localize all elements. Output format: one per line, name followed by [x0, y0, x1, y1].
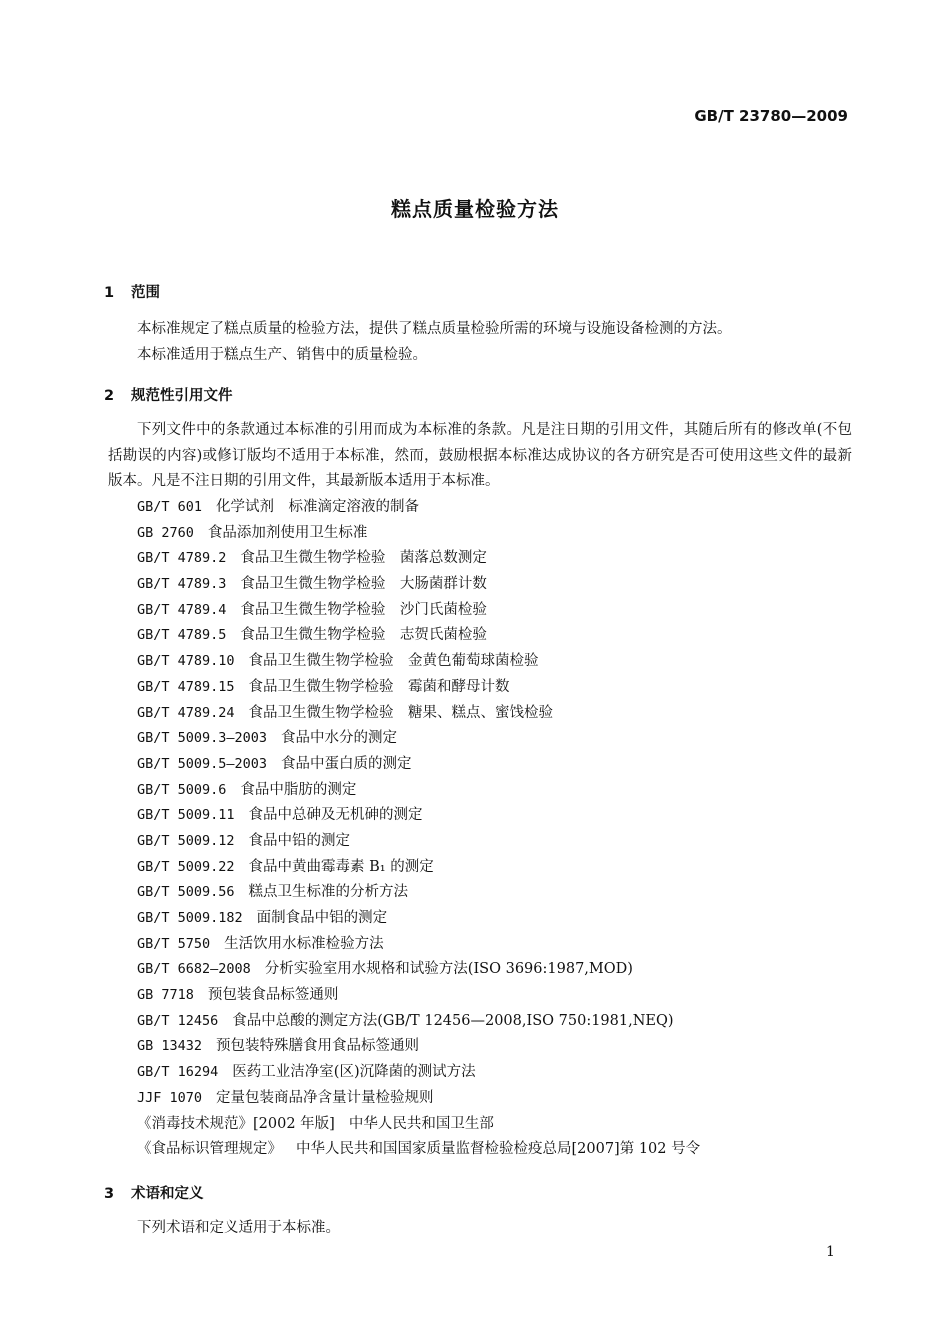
reference-title: 食品中蛋白质的测定 [281, 755, 412, 772]
reference-title: 医药工业洁净室(区)沉降菌的测试方法 [232, 1064, 476, 1081]
reference-item [137, 598, 700, 624]
section-number: 2 [104, 388, 115, 404]
section-number: 1 [104, 285, 115, 301]
reference-title: 中华人民共和国卫生部 [348, 1115, 494, 1132]
reference-item [137, 521, 700, 547]
reference-title: 预包装食品标签通则 [207, 987, 339, 1004]
reference-code: GB/T 4789.24 [137, 704, 235, 721]
reference-title: 食品中铅的测定 [248, 832, 351, 849]
reference-code: GB/T 5009.22 [137, 858, 235, 875]
reference-title: 生活饮用水标准检验方法 [224, 935, 384, 952]
reference-code: JJF 1070 [137, 1089, 203, 1106]
reference-title: 食品卫生微生物学检验 沙门氏菌检验 [240, 601, 487, 618]
section-title: 规范性引用文件 [131, 388, 233, 404]
reference-title: 化学试剂 标准滴定溶液的制备 [216, 499, 420, 515]
reference-code: GB 7718 [137, 987, 194, 1004]
reference-title: 食品卫生微生物学检验 糖果、糕点、蜜饯检验 [248, 704, 554, 721]
section-2-heading [104, 384, 233, 405]
reference-item [137, 880, 700, 906]
reference-title: 食品中总砷及无机砷的测定 [248, 807, 423, 824]
reference-item [137, 957, 700, 983]
reference-item [137, 1086, 700, 1112]
reference-code: 《食品标识管理规定》 [137, 1141, 282, 1158]
section-number: 3 [104, 1186, 115, 1202]
reference-code: GB/T 4789.5 [137, 627, 227, 644]
section-3-heading [104, 1182, 204, 1203]
reference-item [137, 623, 700, 649]
reference-code: GB/T 5009.11 [137, 807, 235, 824]
reference-item [137, 855, 700, 881]
document-title: 糕点质量检验方法 [391, 197, 559, 221]
reference-title: 食品卫生微生物学检验 金黄色葡萄球菌检验 [248, 653, 539, 670]
reference-code: GB/T 5009.182 [137, 910, 243, 926]
reference-item [137, 803, 700, 829]
reference-item [137, 983, 700, 1009]
reference-title: 食品卫生微生物学检验 志贺氏菌检验 [240, 627, 487, 644]
reference-item [137, 1034, 700, 1060]
reference-code: GB/T 4789.2 [137, 550, 227, 567]
scope-paragraph-2: 本标准适用于糕点生产、销售中的质量检验。 [137, 347, 427, 363]
reference-item [137, 726, 700, 752]
reference-code: GB/T 5750 [137, 935, 211, 952]
reference-item [137, 1112, 700, 1138]
section-title: 范围 [131, 285, 160, 301]
reference-item [137, 778, 700, 804]
section-title: 术语和定义 [131, 1186, 204, 1202]
references-intro-paragraph: 下列文件中的条款通过本标准的引用而成为本标准的条款。凡是注日期的引用文件，其随后所有的修改单(不包括勘误的内容)或修订版均不适用于本标准，然而，鼓励根据本标准达成协议的各方研究是否可使用这些文件的最新版本。凡是不注日期的引用文件，其最新版本适用于本标准。 [108, 422, 852, 489]
reference-code: GB/T 5009.56 [137, 884, 235, 901]
reference-item [137, 906, 700, 932]
standard-number: GB/T 23780—2009 [694, 107, 848, 125]
scope-paragraph-1: 本标准规定了糕点质量的检验方法，提供了糕点质量检验所需的环境与设施设备检测的方法。 [137, 321, 732, 337]
reference-title: 定量包装商品净含量计量检验规则 [216, 1089, 434, 1106]
reference-code: GB/T 601 [137, 499, 203, 515]
reference-code: GB 2760 [137, 524, 194, 541]
reference-title: 食品中黄曲霉毒素 B₁ 的测定 [248, 858, 434, 875]
reference-title: 食品中脂肪的测定 [240, 781, 357, 798]
reference-title: 食品卫生微生物学检验 大肠菌群计数 [240, 576, 487, 593]
reference-title: 食品卫生微生物学检验 菌落总数测定 [240, 550, 487, 567]
reference-item [137, 1137, 700, 1163]
reference-code: GB/T 6682—2008 [137, 961, 251, 978]
reference-item [137, 495, 700, 521]
reference-item [137, 829, 700, 855]
reference-item [137, 572, 700, 598]
reference-code: GB/T 4789.15 [137, 678, 235, 695]
reference-title: 糕点卫生标准的分析方法 [248, 884, 409, 901]
reference-title: 中华人民共和国国家质量监督检验检疫总局[2007]第 102 号令 [296, 1141, 701, 1158]
reference-item [137, 675, 700, 701]
reference-code: GB/T 5009.3—2003 [137, 730, 268, 747]
reference-code: GB/T 5009.6 [137, 781, 227, 798]
reference-code: GB 13432 [137, 1038, 203, 1055]
reference-item [137, 546, 700, 572]
terms-intro-paragraph: 下列术语和定义适用于本标准。 [137, 1220, 340, 1236]
reference-code: 《消毒技术规范》[2002 年版] [137, 1115, 335, 1132]
normative-references-list [137, 495, 700, 1163]
reference-item [137, 1009, 700, 1035]
reference-title: 食品卫生微生物学检验 霉菌和酵母计数 [248, 678, 510, 695]
reference-item [137, 932, 700, 958]
reference-title: 面制食品中铝的测定 [256, 910, 388, 926]
reference-title: 预包装特殊膳食用食品标签通则 [216, 1038, 420, 1055]
reference-code: GB/T 4789.4 [137, 601, 227, 618]
reference-title: 分析实验室用水规格和试验方法(ISO 3696:1987,MOD) [264, 961, 633, 978]
reference-item [137, 649, 700, 675]
reference-title: 食品中总酸的测定方法(GB/T 12456—2008,ISO 750:1981,NEQ) [232, 1012, 674, 1029]
reference-item [137, 701, 700, 727]
reference-code: GB/T 4789.3 [137, 576, 227, 593]
reference-code: GB/T 5009.5—2003 [137, 755, 268, 772]
reference-code: GB/T 16294 [137, 1064, 219, 1081]
section-1-heading [104, 281, 160, 302]
reference-item [137, 1060, 700, 1086]
reference-title: 食品中水分的测定 [281, 730, 398, 747]
reference-code: GB/T 12456 [137, 1012, 219, 1029]
reference-code: GB/T 5009.12 [137, 832, 235, 849]
reference-title: 食品添加剂使用卫生标准 [207, 524, 368, 541]
page-number: 1 [826, 1244, 835, 1260]
reference-item [137, 752, 700, 778]
reference-code: GB/T 4789.10 [137, 653, 235, 670]
